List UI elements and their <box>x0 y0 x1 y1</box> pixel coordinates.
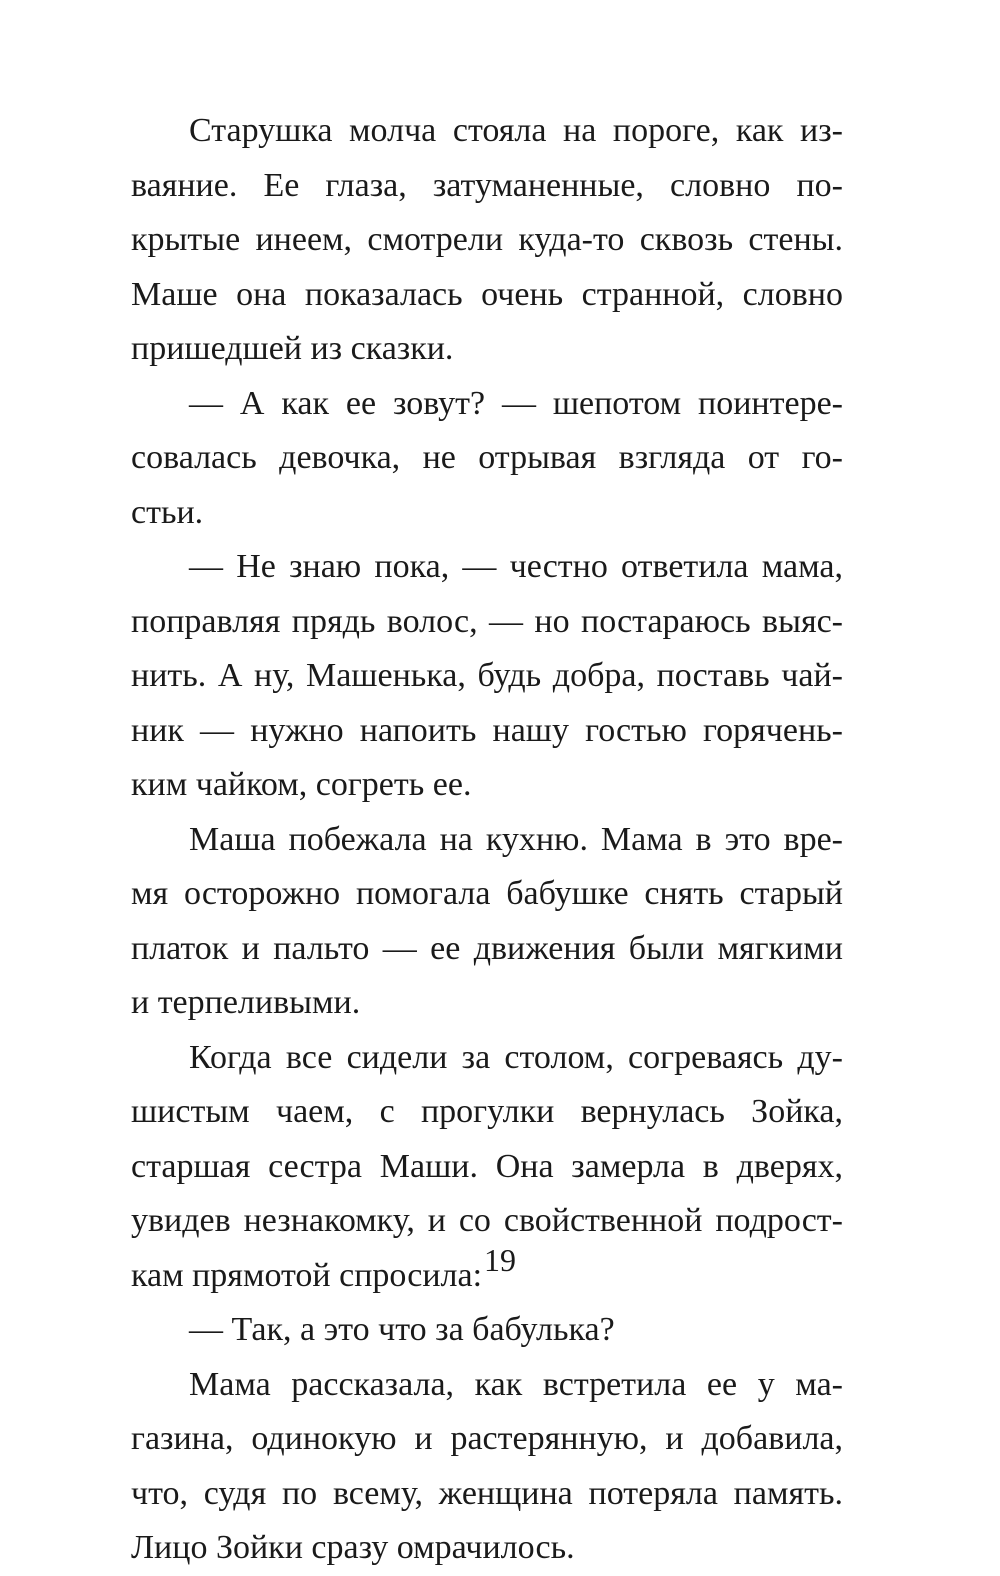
text-line: Маше она показалась очень странной, словно <box>131 275 843 313</box>
page-number: 19 <box>484 1242 516 1278</box>
text-line: Маша побежала на кухню. Мама в это вре- <box>189 820 843 858</box>
text-line: крытые инеем, смотрели куда-то сквозь стены. <box>131 221 843 258</box>
text-line: шистым чаем, с прогулки вернулась Зойка, <box>131 1093 843 1130</box>
text-line: увидев незнакомку, и со свойственной подрост- <box>131 1202 843 1239</box>
text-line: — Не знаю пока, — честно ответила мама, <box>189 548 843 585</box>
text-line: что, судя по всему, женщина потеряла память. <box>131 1474 843 1512</box>
text-line: платок и пальто — ее движения были мягкими <box>131 929 843 967</box>
text-line: стьи. <box>131 493 204 531</box>
text-line: мя осторожно помогала бабушке снять старый <box>131 875 843 912</box>
text-line: пришедшей из сказки. <box>131 330 454 367</box>
body-text <box>131 104 843 1576</box>
text-line: Лицо Зойки сразу омрачилось. <box>131 1529 575 1566</box>
text-line: поправляя прядь волос, — но постараюсь выяс- <box>131 602 843 640</box>
text-line: кам прямотой спросила: <box>131 1256 483 1294</box>
text-line: нить. А ну, Машенька, будь добра, поставь чай- <box>131 657 843 694</box>
text-line: газина, одинокую и растерянную, и добавила, <box>131 1420 843 1457</box>
text-line: — А как ее зовут? — шепотом поинтере- <box>189 384 843 422</box>
text-line: Старушка молча стояла на пороге, как из- <box>189 112 843 149</box>
text-line: Когда все сидели за столом, согреваясь ду- <box>189 1038 843 1076</box>
text-line: совалась девочка, не отрывая взгляда от го- <box>131 439 843 476</box>
text-line: — Так, а это что за бабулька? <box>189 1311 615 1348</box>
text-line: Мама рассказала, как встретила ее у ма- <box>189 1365 843 1403</box>
text-line: старшая сестра Маши. Она замерла в дверях, <box>131 1147 843 1185</box>
text-line: и терпеливыми. <box>131 984 361 1021</box>
text-line: ник — нужно напоить нашу гостью горячень- <box>131 711 843 749</box>
text-line: ваяние. Ее глаза, затуманенные, словно по- <box>131 166 843 204</box>
text-line: ким чайком, согреть ее. <box>131 766 472 803</box>
